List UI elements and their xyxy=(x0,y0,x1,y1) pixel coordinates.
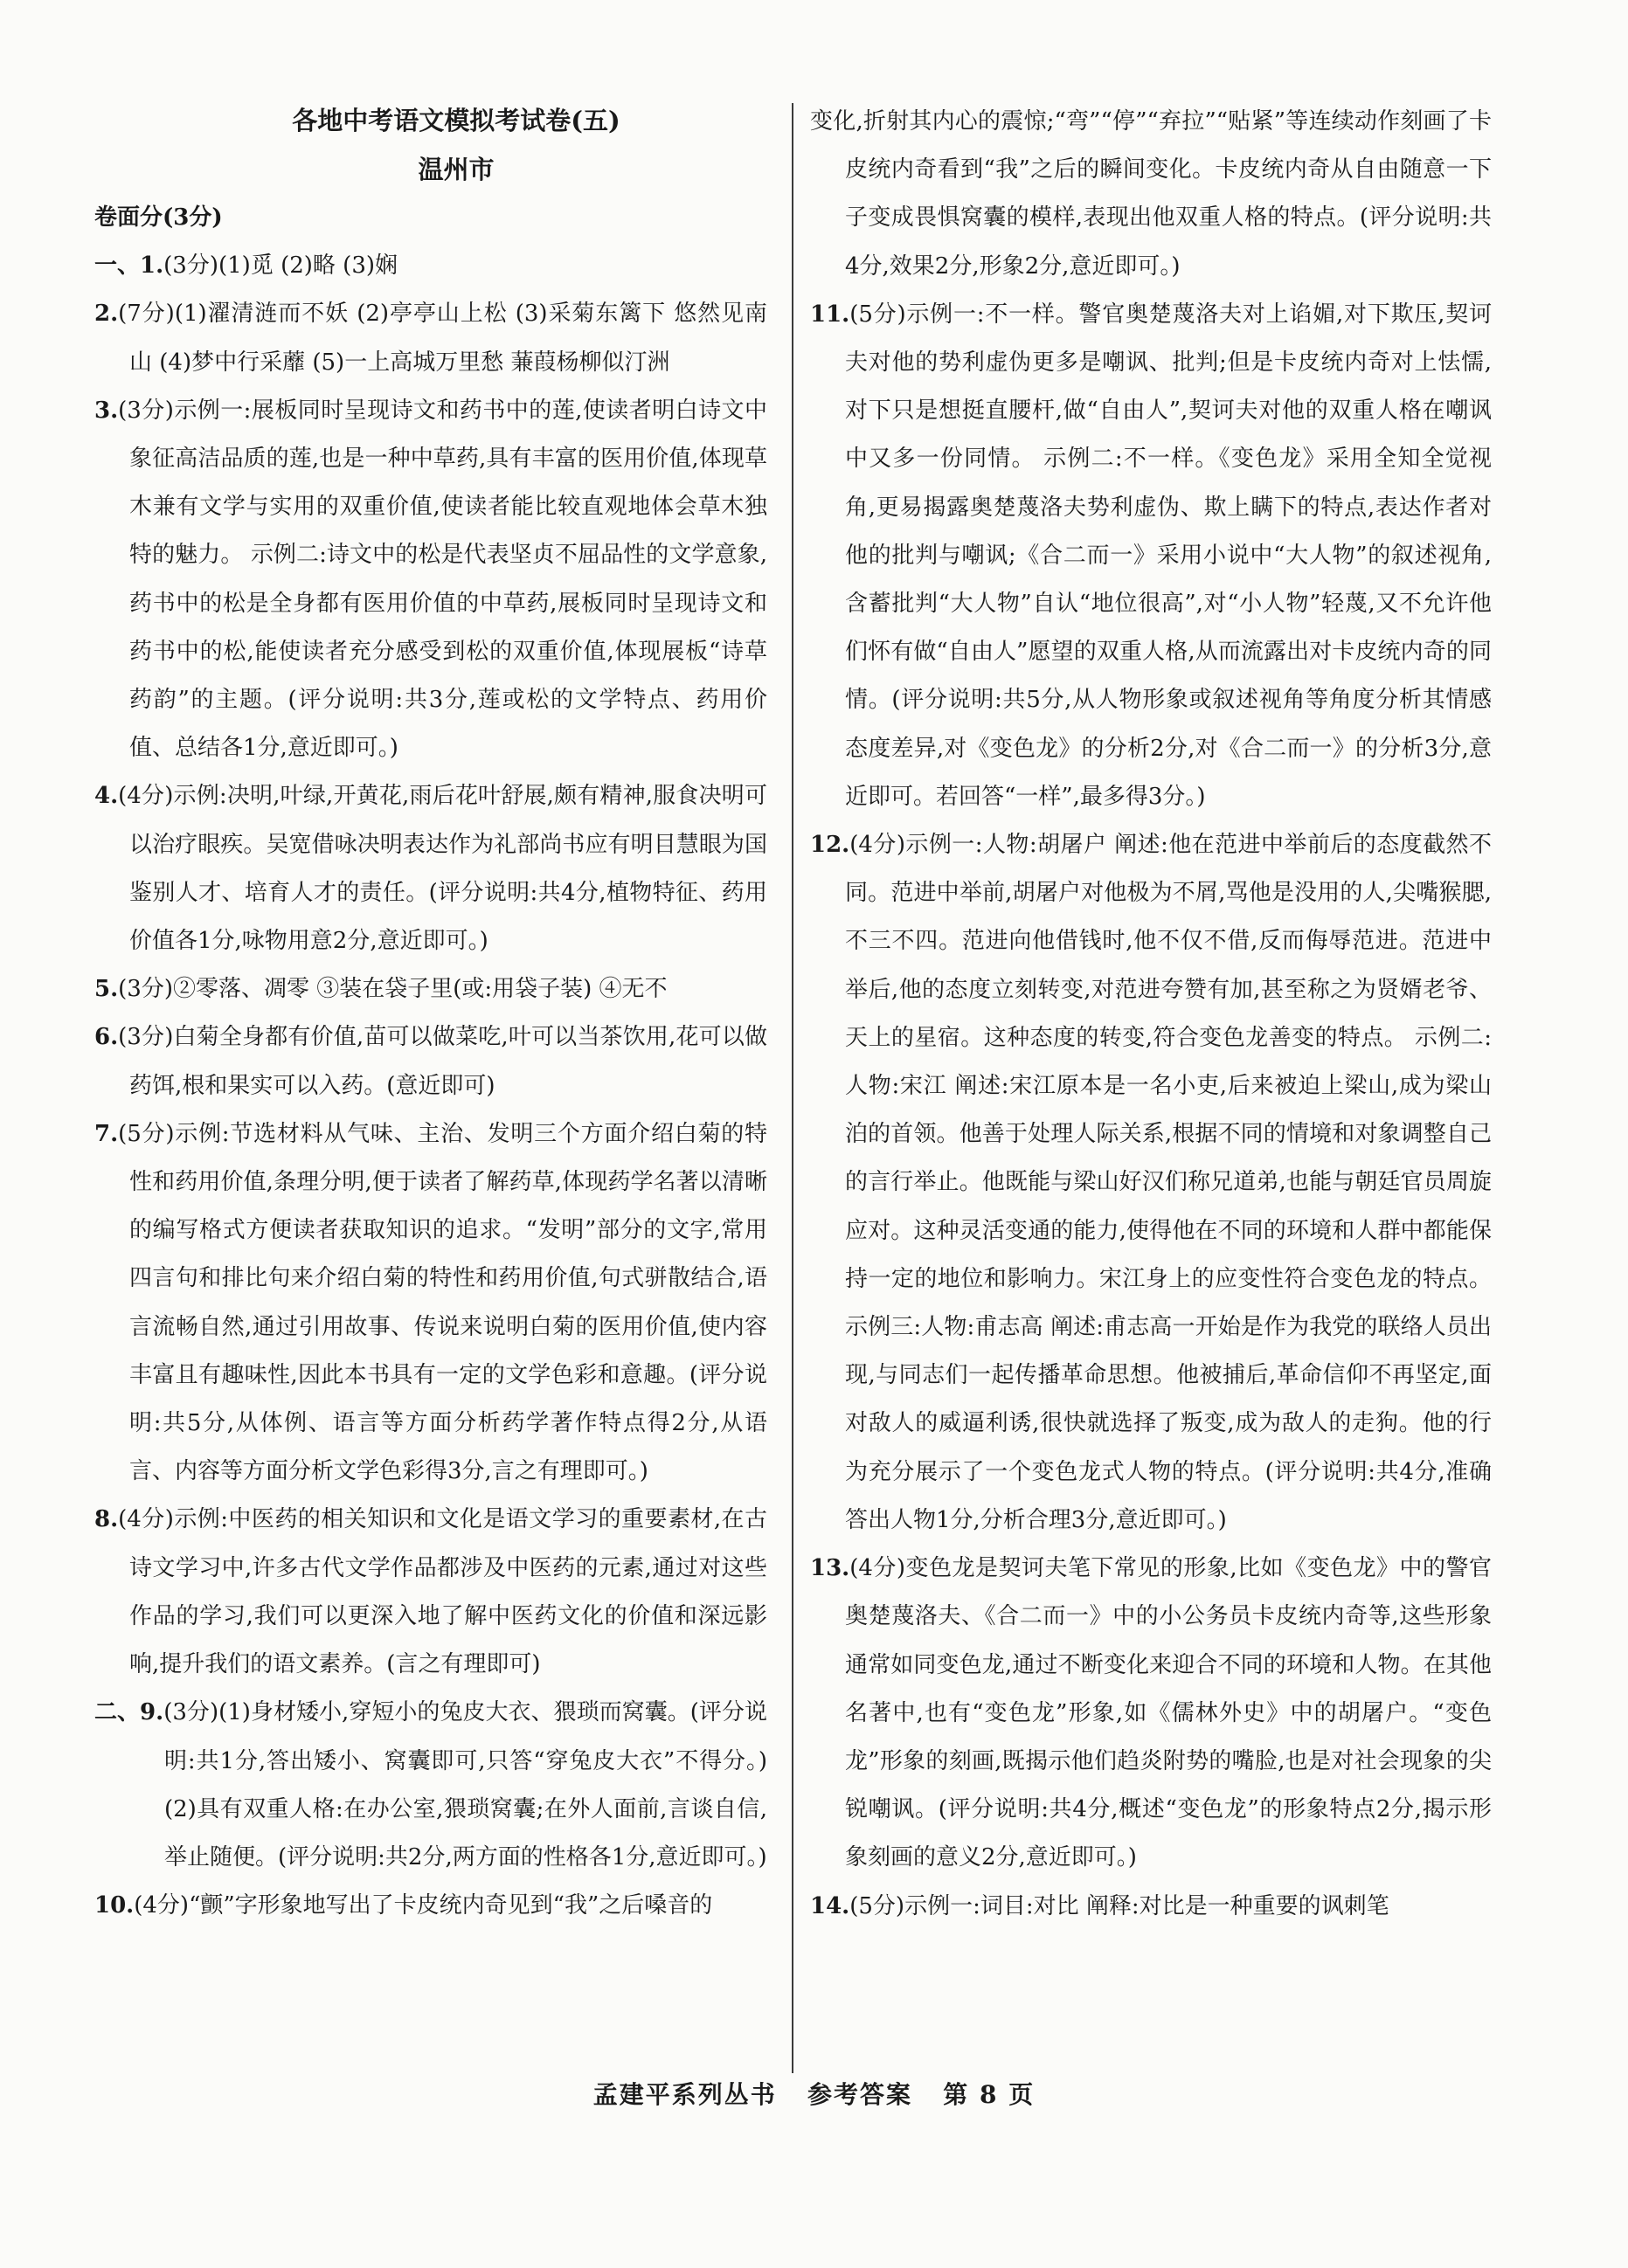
page-subtitle: 温州市 xyxy=(418,155,495,184)
answer-10-number: 10. xyxy=(94,1892,135,1919)
answer-12-text: (4分)示例一:人物:胡屠户 阐述:他在范进中举前后的态度截然不同。范进中举前,胡屠户对他极为不屑,骂他是没用的人,尖嘴猴腮,不三不四。范进向他借钱时,他不仅不借,反而侮辱范进。范进中举后,他的态度立刻转变,对范进夸赞有加,甚至称之为贤婿老爷、天上的星宿。这种态度的转变,符合变色龙善变的特点。 示例二:人物:宋江 阐述:宋江原本是一名小吏,后来被迫上梁山,成为梁山泊的首领。他善于处理人际关系,根据不同的情境和对象调整自己的言行举止。他既能与梁山好汉们称兄道弟,也能与朝廷官员周旋应对。这种灵活变通的能力,使得他在不同的环境和人群中都能保持一定的地位和影响力。宋江身上的应变性符合变色龙的特点。 示例三:人物:甫志高 阐述:甫志高一开始是作为我党的联络人员出现,与同志们一起传播革命思想。他被捕后,革命信仰不再坚定,面对敌人的威逼利诱,很快就选择了叛变,成为敌人的走狗。他的行为充分展示了一个变色龙式人物的特点。(评分说明:共4分,准确答出人物1分,分析合理3分,意近即可。) xyxy=(845,832,1492,1533)
answer-12-number: 12. xyxy=(810,832,850,859)
answer-14 xyxy=(810,1883,1492,1931)
answer-9-number: 二、9. xyxy=(94,1699,164,1726)
answer-6 xyxy=(94,1013,767,1110)
answer-4-text: (4分)示例:决明,叶绿,开黄花,雨后花叶舒展,颇有精神,服食决明可以治疗眼疾。吴宽借咏决明表达作为礼部尚书应有明目慧眼为国鉴别人才、培育人才的责任。(评分说明:共4分,植物特征、药用价值各1分,咏物用意2分,意近即可。) xyxy=(118,783,767,955)
series-name: 孟建平系列丛书 xyxy=(592,2080,777,2109)
answer-2 xyxy=(94,290,767,386)
answer-12 xyxy=(810,821,1492,1545)
answer-14-text: (5分)示例一:词目:对比 阐释:对比是一种重要的讽刺笔 xyxy=(849,1892,1389,1919)
answer-1-text: (3分)(1)觅 (2)略 (3)娴 xyxy=(163,252,398,280)
page-title: 各地中考语文模拟考试卷(五) xyxy=(292,106,620,135)
answer-14-number: 14. xyxy=(810,1892,850,1919)
score-label: 卷面分(3分) xyxy=(94,204,223,231)
column-divider xyxy=(792,103,793,2073)
answer-6-text: (3分)白菊全身都有价值,苗可以做菜吃,叶可以当茶饮用,花可以做药饵,根和果实可以入药。(意近即可) xyxy=(118,1024,767,1099)
answer-7 xyxy=(94,1110,767,1497)
answer-11-number: 11. xyxy=(810,301,850,328)
answer-3-number: 3. xyxy=(94,397,119,424)
page-number: 第 8 页 xyxy=(943,2080,1036,2109)
answer-9 xyxy=(94,1689,767,1882)
answer-7-text: (5分)示例:节选材料从气味、主治、发明三个方面介绍白菊的特性和药用价值,条理分明,便于读者了解药草,体现药学名著以清晰的编写格式方便读者获取知识的追求。“发明”部分的文字,常用四言句和排比句来介绍白菊的特性和药用价值,句式骈散结合,语言流畅自然,通过引用故事、传说来说明白菊的医用价值,使内容丰富且有趣味性,因此本书具有一定的文学色彩和意趣。(评分说明:共5分,从体例、语言等方面分析药学著作特点得2分,从语言、内容等方面分析文学色彩得3分,言之有理即可。) xyxy=(118,1120,767,1485)
answer-8-text: (4分)示例:中医药的相关知识和文化是语文学习的重要素材,在古诗文学习中,许多古代文学作品都涉及中医药的元素,通过对这些作品的学习,我们可以更深入地了解中医药文化的价值和深远影响,提升我们的语文素养。(言之有理即可) xyxy=(118,1506,767,1678)
right-column xyxy=(810,98,1492,1931)
answer-4-number: 4. xyxy=(94,783,119,810)
left-column xyxy=(94,96,767,1930)
answer-key-label: 参考答案 xyxy=(807,2080,913,2109)
answer-10-text: (4分)“颤”字形象地写出了卡皮统内奇见到“我”之后嗓音的 xyxy=(134,1892,713,1919)
answer-7-number: 7. xyxy=(94,1120,119,1147)
answer-4 xyxy=(94,772,767,965)
answer-8 xyxy=(94,1496,767,1689)
answer-13 xyxy=(810,1545,1492,1882)
answer-5-text: (3分)②零落、凋零 ③装在袋子里(或:用袋子装) ④无不 xyxy=(118,976,668,1003)
answer-5-number: 5. xyxy=(94,976,119,1003)
answer-13-text: (4分)变色龙是契诃夫笔下常见的形象,比如《变色龙》中的警官奥楚蔑洛夫、《合二而一》中的小公务员卡皮统内奇等,这些形象通常如同变色龙,通过不断变化来迎合不同的环境和人物。在其他名著中,也有“变色龙”形象,如《儒林外史》中的胡屠户。“变色龙”形象的刻画,既揭示他们趋炎附势的嘴脸,也是对社会现象的尖锐嘲讽。(评分说明:共4分,概述“变色龙”的形象特点2分,揭示形象刻画的意义2分,意近即可。) xyxy=(845,1555,1492,1871)
answer-13-number: 13. xyxy=(810,1555,850,1582)
answer-10 xyxy=(94,1882,767,1930)
answer-1 xyxy=(94,242,767,290)
page-footer xyxy=(0,2076,1628,2111)
answer-2-number: 2. xyxy=(94,301,119,328)
answer-3 xyxy=(94,387,767,773)
answer-1-number: 一、1. xyxy=(94,252,164,280)
answer-5 xyxy=(94,965,767,1013)
answer-11-text: (5分)示例一:不一样。警官奥楚蔑洛夫对上谄媚,对下欺压,契诃夫对他的势利虚伪更多是嘲讽、批判;但是卡皮统内奇对上怯懦,对下只是想挺直腰杆,做“自由人”,契诃夫对他的双重人格在嘲讽中又多一份同情。 示例二:不一样。《变色龙》采用全知全觉视角,更易揭露奥楚蔑洛夫势利虚伪、欺上瞒下的特点,表达作者对他的批判与嘲讽;《合二而一》采用小说中“大人物”的叙述视角,含蓄批判“大人物”自认“地位很高”,对“小人物”轻蔑,又不允许他们怀有做“自由人”愿望的双重人格,从而流露出对卡皮统内奇的同情。(评分说明:共5分,从人物形象或叙述视角等角度分析其情感态度差异,对《变色龙》的分析2分,对《合二而一》的分析3分,意近即可。若回答“一样”,最多得3分。) xyxy=(845,301,1492,810)
answer-9-text: (3分)(1)身材矮小,穿短小的兔皮大衣、猥琐而窝囊。(评分说明:共1分,答出矮小、窝囊即可,只答“穿兔皮大衣”不得分。) (2)具有双重人格:在办公室,猥琐窝囊;在外人面前,言谈自信,举止随便。(评分说明:共2分,两方面的性格各1分,意近即可。) xyxy=(163,1699,767,1870)
answer-2-text: (7分)(1)濯清涟而不妖 (2)亭亭山上松 (3)采菊东篱下 悠然见南山 (4)梦中行采蘼 (5)一上高城万里愁 蒹葭杨柳似汀洲 xyxy=(118,301,767,376)
answer-8-number: 8. xyxy=(94,1506,119,1533)
answer-11 xyxy=(810,291,1492,821)
answer-3-text: (3分)示例一:展板同时呈现诗文和药书中的莲,使读者明白诗文中象征高洁品质的莲,也是一种中草药,具有丰富的医用价值,体现草木兼有文学与实用的双重价值,使读者能比较直观地体会草木独特的魅力。 示例二:诗文中的松是代表坚贞不屈品性的文学意象,药书中的松是全身都有医用价值的中草药,展板同时呈现诗文和药书中的松,能使读者充分感受到松的双重价值,体现展板“诗草药韵”的主题。(评分说明:共3分,莲或松的文学特点、药用价值、总结各1分,意近即可。) xyxy=(118,397,767,762)
answer-6-number: 6. xyxy=(94,1024,119,1051)
answer-10-continued: 变化,折射其内心的震惊;“弯”“停”“弃拉”“贴紧”等连续动作刻画了卡皮统内奇看到“我”之后的瞬间变化。卡皮统内奇从自由随意一下子变成畏惧窝囊的模样,表现出他双重人格的特点。(评分说明:共4分,效果2分,形象2分,意近即可。) xyxy=(810,108,1492,280)
